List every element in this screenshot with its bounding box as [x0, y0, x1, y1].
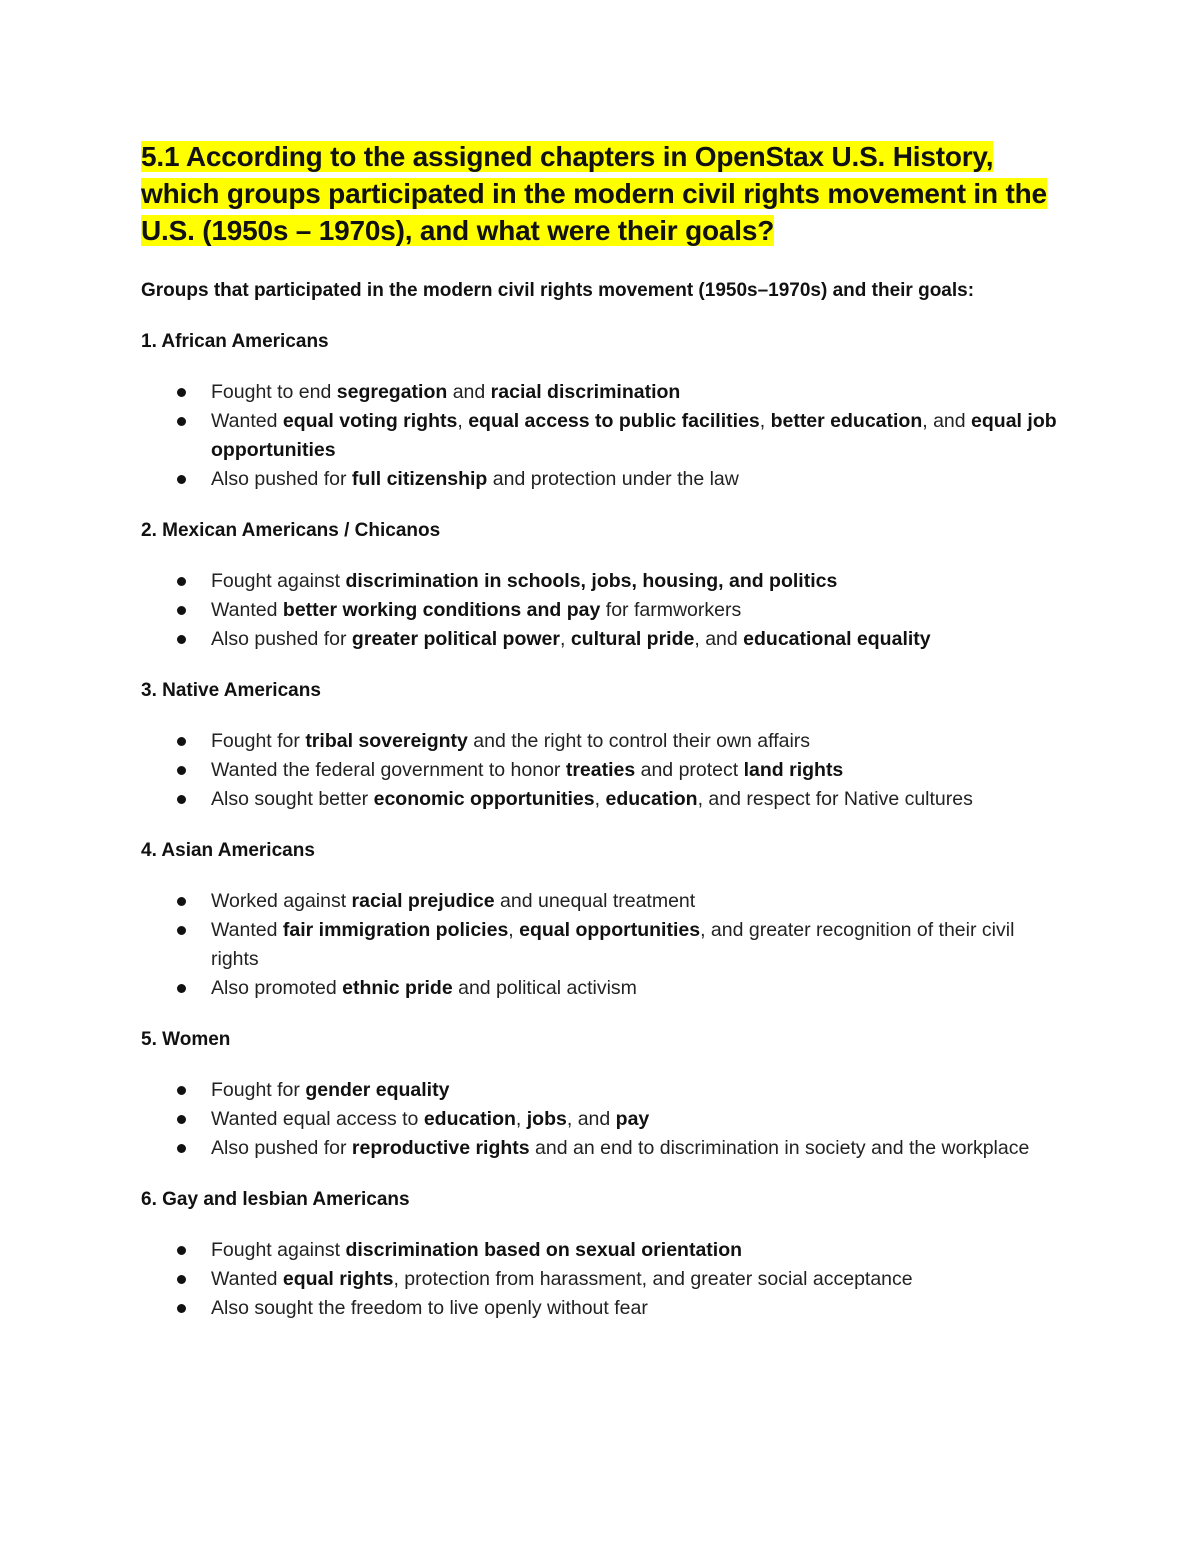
text-segment: , and	[566, 1108, 616, 1130]
group-title: 6. Gay and lesbian Americans	[141, 1189, 410, 1210]
bullet-dot-icon	[177, 606, 186, 615]
text-segment: Worked against	[211, 890, 352, 912]
text-segment: Wanted the federal government to honor	[211, 759, 566, 781]
text-segment: ,	[508, 919, 520, 941]
bullet-item	[141, 756, 1061, 785]
bold-text: economic opportunities	[373, 788, 595, 810]
bold-text: ethnic pride	[342, 977, 453, 999]
bullet-list	[141, 1236, 1061, 1323]
text-segment: Wanted	[211, 1268, 283, 1290]
text-segment: and political activism	[452, 977, 637, 999]
text-segment: , protection from harassment, and greater social acceptance	[393, 1268, 913, 1290]
text-segment: Also pushed for	[211, 468, 352, 490]
text-segment: ,	[559, 628, 571, 650]
bullet-item	[141, 1076, 1061, 1105]
text-segment: for farmworkers	[600, 599, 742, 621]
bold-text: equal rights	[282, 1268, 394, 1290]
bold-text: equal opportunities	[519, 919, 701, 941]
bold-text: discrimination based on sexual orientation	[345, 1239, 743, 1261]
group-title: 5. Women	[141, 1029, 231, 1050]
bold-text: treaties	[565, 759, 636, 781]
bold-text: pay	[615, 1108, 650, 1130]
bullet-list	[141, 567, 1061, 654]
bold-text: segregation	[336, 381, 448, 403]
text-segment: Wanted equal access to	[211, 1108, 424, 1130]
bullet-list	[141, 887, 1061, 1003]
group-title: 1. African Americans	[141, 331, 329, 352]
bullet-list	[141, 378, 1061, 494]
bullet-item	[141, 1294, 1061, 1323]
bullet-item	[141, 1105, 1061, 1134]
bullet-dot-icon	[177, 388, 186, 397]
bullet-dot-icon	[177, 417, 186, 426]
bullet-dot-icon	[177, 1115, 186, 1124]
bold-text: equal voting rights	[282, 410, 458, 432]
text-segment: , and greater recognition of their civil rights	[211, 919, 1015, 970]
text-segment: and	[447, 381, 491, 403]
bold-text: jobs	[526, 1108, 567, 1130]
bullet-item	[141, 596, 1061, 625]
bullet-dot-icon	[177, 737, 186, 746]
bullet-item	[141, 916, 1061, 974]
text-segment: Wanted	[211, 599, 283, 621]
text-segment: Also pushed for	[211, 628, 352, 650]
text-segment: and protection under the law	[487, 468, 739, 490]
bullet-dot-icon	[177, 766, 186, 775]
bullet-dot-icon	[177, 635, 186, 644]
text-segment: and unequal treatment	[494, 890, 696, 912]
group-title: 2. Mexican Americans / Chicanos	[141, 520, 441, 541]
bold-text: educational equality	[743, 628, 931, 650]
bullet-dot-icon	[177, 795, 186, 804]
bold-text: reproductive rights	[351, 1137, 530, 1159]
bullet-dot-icon	[177, 1275, 186, 1284]
text-segment: Fought against	[211, 570, 346, 592]
bullet-dot-icon	[177, 1304, 186, 1313]
bullet-dot-icon	[177, 1086, 186, 1095]
text-segment: and protect	[635, 759, 744, 781]
bullet-item	[141, 1236, 1061, 1265]
bold-text: tribal sovereignty	[305, 730, 468, 752]
bullet-item	[141, 465, 1061, 494]
text-segment: , and	[694, 628, 744, 650]
group-title: 4. Asian Americans	[141, 840, 315, 861]
bullet-item	[141, 887, 1061, 916]
bullet-item	[141, 407, 1061, 465]
bold-text: gender equality	[305, 1079, 450, 1101]
bold-text: greater political power	[351, 628, 560, 650]
bullet-dot-icon	[177, 1246, 186, 1255]
text-segment: Wanted	[211, 919, 283, 941]
bold-text: education	[605, 788, 698, 810]
bold-text: equal job opportunities	[211, 410, 1057, 461]
text-segment: Also promoted	[211, 977, 343, 999]
text-segment: ,	[515, 1108, 527, 1130]
bullet-item	[141, 974, 1061, 1003]
bold-text: better education	[770, 410, 923, 432]
bullet-item	[141, 1134, 1061, 1163]
document-page	[141, 138, 1061, 1345]
text-segment: Also sought the freedom to live openly without fear	[211, 1297, 648, 1319]
bullet-item	[141, 378, 1061, 407]
text-segment: Fought for	[211, 1079, 306, 1101]
bullet-item	[141, 727, 1061, 756]
bullet-dot-icon	[177, 577, 186, 586]
intro-paragraph: Groups that participated in the modern civil rights movement (1950s–1970s) and their goals:	[141, 280, 975, 301]
question-heading	[141, 138, 1061, 249]
text-segment: ,	[594, 788, 606, 810]
bullet-dot-icon	[177, 1144, 186, 1153]
bullet-dot-icon	[177, 897, 186, 906]
text-segment: and an end to discrimination in society and the workplace	[529, 1137, 1030, 1159]
text-segment: Wanted	[211, 410, 283, 432]
bold-text: education	[423, 1108, 516, 1130]
bullet-item	[141, 625, 1061, 654]
bullet-dot-icon	[177, 984, 186, 993]
bold-text: discrimination in schools, jobs, housing, and politics	[345, 570, 838, 592]
bullet-dot-icon	[177, 926, 186, 935]
bold-text: racial discrimination	[490, 381, 681, 403]
text-segment: ,	[759, 410, 771, 432]
bold-text: equal access to public facilities	[468, 410, 760, 432]
text-segment: , and respect for Native cultures	[697, 788, 973, 810]
text-segment: Also pushed for	[211, 1137, 352, 1159]
bold-text: fair immigration policies	[282, 919, 509, 941]
groups-list	[141, 327, 1061, 1323]
text-segment: Fought for	[211, 730, 306, 752]
bullet-item	[141, 1265, 1061, 1294]
text-segment: Also sought better	[211, 788, 374, 810]
question-highlight: 5.1 According to the assigned chapters in OpenStax U.S. History, which groups participated in the modern civil rights movement in the U.S. (1950s – 1970s), and what were their goals?	[141, 141, 1047, 246]
text-segment: ,	[457, 410, 469, 432]
bullet-item	[141, 567, 1061, 596]
bullet-dot-icon	[177, 475, 186, 484]
bold-text: full citizenship	[351, 468, 488, 490]
text-segment: Fought against	[211, 1239, 346, 1261]
bullet-list	[141, 1076, 1061, 1163]
text-segment: , and	[922, 410, 972, 432]
text-segment: and the right to control their own affairs	[467, 730, 811, 752]
bullet-item	[141, 785, 1061, 814]
bold-text: racial prejudice	[351, 890, 495, 912]
bold-text: cultural pride	[570, 628, 695, 650]
text-segment: Fought to end	[211, 381, 337, 403]
bullet-list	[141, 727, 1061, 814]
bold-text: better working conditions and pay	[282, 599, 601, 621]
group-title: 3. Native Americans	[141, 680, 321, 701]
bold-text: land rights	[743, 759, 844, 781]
